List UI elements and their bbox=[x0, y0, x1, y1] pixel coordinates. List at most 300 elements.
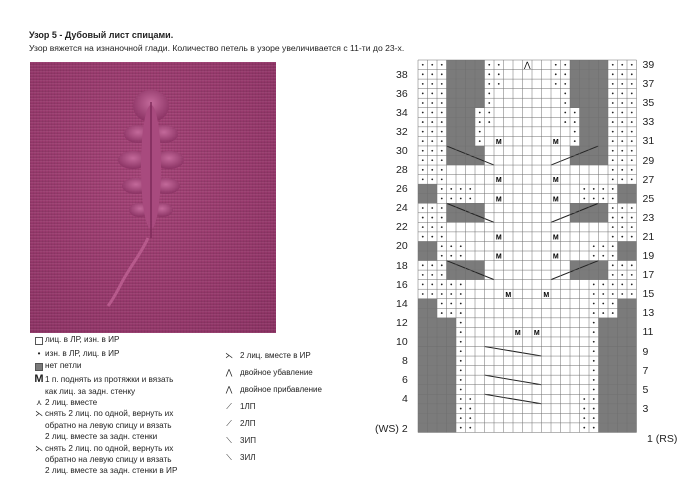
no-stitch-cell bbox=[428, 327, 438, 337]
no-stitch-cell bbox=[428, 394, 438, 404]
right-row-number: 37 bbox=[642, 78, 655, 91]
legend-right-text: 3ИЛ bbox=[240, 453, 256, 462]
no-stitch-cell bbox=[418, 356, 428, 366]
no-stitch-cell bbox=[447, 98, 457, 108]
purl-dot bbox=[612, 293, 614, 295]
purl-dot bbox=[422, 274, 424, 276]
purl-dot bbox=[621, 83, 623, 85]
left-row-number: 38 bbox=[396, 68, 408, 81]
purl-dot bbox=[450, 303, 452, 305]
purl-dot bbox=[612, 140, 614, 142]
legend-left-text: обратно на левую спицу и вязать bbox=[45, 455, 172, 465]
purl-dot bbox=[612, 93, 614, 95]
purl-dot bbox=[593, 389, 595, 391]
m-stitch-mark: M bbox=[552, 138, 559, 146]
purl-dot bbox=[460, 398, 462, 400]
purl-dot bbox=[612, 73, 614, 75]
legend-left-text: как лиц. за задн. стенку bbox=[45, 386, 136, 396]
purl-dot bbox=[431, 159, 433, 161]
no-stitch-cell bbox=[418, 184, 428, 194]
purl-dot bbox=[441, 198, 443, 200]
no-stitch-cell bbox=[418, 241, 428, 251]
pattern-description: Узор вяжется на изнаночной глади. Количество петель в узоре увеличивается с 11-ти до 23-х. bbox=[29, 43, 405, 53]
no-stitch-cell bbox=[608, 394, 618, 404]
purl-dot bbox=[450, 188, 452, 190]
purl-dot bbox=[555, 83, 557, 85]
double-decrease-mark: ⋀ bbox=[523, 60, 531, 70]
purl-dot bbox=[460, 312, 462, 314]
m-stitch-mark: M bbox=[514, 329, 521, 337]
no-stitch-cell bbox=[437, 366, 447, 376]
no-stitch-cell bbox=[627, 413, 637, 423]
legend-right-text: двойное прибавление bbox=[240, 385, 322, 394]
purl-dot bbox=[441, 236, 443, 238]
no-stitch-cell bbox=[456, 89, 466, 99]
no-stitch-cell bbox=[570, 89, 580, 99]
purl-dot bbox=[441, 102, 443, 104]
no-stitch-cell bbox=[599, 327, 609, 337]
no-stitch-cell bbox=[580, 117, 590, 127]
purl-dot bbox=[431, 140, 433, 142]
left-row-number: 34 bbox=[396, 106, 408, 119]
no-stitch-cell bbox=[599, 203, 609, 213]
cable-2lp-icon: ⟋ bbox=[226, 418, 232, 428]
purl-dot bbox=[631, 284, 633, 286]
no-stitch-cell bbox=[608, 375, 618, 385]
no-stitch-cell bbox=[428, 241, 438, 251]
purl-dot bbox=[583, 427, 585, 429]
no-stitch-cell bbox=[618, 318, 628, 328]
purl-dot bbox=[593, 398, 595, 400]
right-row-number: 9 bbox=[642, 345, 649, 358]
no-stitch-cell bbox=[418, 385, 428, 395]
no-stitch-cell bbox=[589, 108, 599, 118]
dot-icon: • bbox=[37, 349, 41, 359]
no-stitch-cell bbox=[618, 184, 628, 194]
no-stitch-cell bbox=[608, 385, 618, 395]
left-row-number: 4 bbox=[402, 393, 408, 406]
purl-dot bbox=[469, 198, 471, 200]
no-stitch-cell bbox=[475, 60, 485, 70]
purl-dot bbox=[479, 121, 481, 123]
no-stitch-cell bbox=[437, 327, 447, 337]
purl-dot bbox=[593, 417, 595, 419]
no-stitch-cell bbox=[599, 117, 609, 127]
purl-dot bbox=[583, 398, 585, 400]
purl-dot bbox=[441, 274, 443, 276]
purl-dot bbox=[621, 102, 623, 104]
purl-dot bbox=[469, 417, 471, 419]
purl-dot bbox=[612, 64, 614, 66]
no-stitch-cell bbox=[466, 60, 476, 70]
purl-dot bbox=[621, 226, 623, 228]
no-stitch-cell bbox=[599, 60, 609, 70]
purl-dot bbox=[555, 64, 557, 66]
purl-dot bbox=[441, 226, 443, 228]
purl-dot bbox=[441, 178, 443, 180]
no-stitch-cell bbox=[456, 60, 466, 70]
no-stitch-cell bbox=[627, 394, 637, 404]
purl-dot bbox=[469, 427, 471, 429]
no-stitch-cell bbox=[447, 70, 457, 80]
no-stitch-cell bbox=[447, 385, 457, 395]
legend-right-text: 2 лиц. вместе в ИР bbox=[240, 351, 311, 360]
no-stitch-cell bbox=[456, 117, 466, 127]
purl-dot bbox=[602, 245, 604, 247]
purl-dot bbox=[460, 360, 462, 362]
purl-dot bbox=[621, 293, 623, 295]
purl-dot bbox=[431, 112, 433, 114]
purl-dot bbox=[488, 64, 490, 66]
purl-dot bbox=[574, 131, 576, 133]
no-stitch-cell bbox=[580, 70, 590, 80]
no-stitch-cell bbox=[599, 337, 609, 347]
right-row-number: 5 bbox=[642, 383, 649, 396]
purl-dot bbox=[422, 112, 424, 114]
no-stitch-cell bbox=[627, 423, 637, 433]
legend-left-text: снять 2 лиц. по одной, вернуть их bbox=[45, 443, 174, 453]
purl-dot bbox=[488, 112, 490, 114]
purl-dot bbox=[602, 293, 604, 295]
ws-label: (WS) 2 bbox=[375, 423, 408, 435]
no-stitch-cell bbox=[589, 117, 599, 127]
no-stitch-cell bbox=[608, 337, 618, 347]
purl-dot bbox=[498, 83, 500, 85]
no-stitch-cell bbox=[599, 270, 609, 280]
purl-dot bbox=[431, 150, 433, 152]
no-stitch-cell bbox=[466, 108, 476, 118]
legend-right-text: 1ЛП bbox=[240, 402, 256, 411]
purl-dot bbox=[450, 293, 452, 295]
purl-dot bbox=[631, 112, 633, 114]
purl-dot bbox=[564, 102, 566, 104]
cable-1lp-icon: ⟋ bbox=[226, 401, 232, 411]
no-stitch-cell bbox=[428, 318, 438, 328]
purl-dot bbox=[631, 264, 633, 266]
purl-dot bbox=[621, 159, 623, 161]
no-stitch-cell bbox=[456, 98, 466, 108]
m-stitch-mark: M bbox=[495, 177, 502, 185]
purl-dot bbox=[631, 150, 633, 152]
no-stitch-cell bbox=[570, 98, 580, 108]
double-decrease-icon: ⋀ bbox=[225, 367, 233, 377]
purl-dot bbox=[593, 369, 595, 371]
no-stitch-cell bbox=[418, 404, 428, 414]
no-stitch-cell bbox=[627, 251, 637, 261]
no-stitch-cell bbox=[418, 194, 428, 204]
no-stitch-cell bbox=[466, 70, 476, 80]
purl-dot bbox=[422, 236, 424, 238]
no-stitch-cell bbox=[456, 127, 466, 137]
left-row-number: 30 bbox=[396, 144, 408, 157]
no-stitch-cell bbox=[418, 394, 428, 404]
no-stitch-cell bbox=[589, 79, 599, 89]
m-stitch-mark: M bbox=[495, 253, 502, 261]
m-stitch-mark: M bbox=[505, 291, 512, 299]
no-stitch-cell bbox=[618, 385, 628, 395]
no-stitch-cell bbox=[580, 89, 590, 99]
no-stitch-cell bbox=[475, 79, 485, 89]
no-stitch-cell bbox=[418, 423, 428, 433]
purl-dot bbox=[441, 73, 443, 75]
purl-dot bbox=[612, 303, 614, 305]
purl-dot bbox=[593, 341, 595, 343]
purl-dot bbox=[431, 274, 433, 276]
no-stitch-cell bbox=[437, 413, 447, 423]
no-stitch-cell bbox=[475, 261, 485, 271]
purl-dot bbox=[621, 264, 623, 266]
no-stitch-cell bbox=[428, 308, 438, 318]
legend-left-text: 2 лиц. вместе за задн. стенки в ИР bbox=[45, 466, 178, 476]
left-row-number: 24 bbox=[396, 202, 408, 215]
no-stitch-cell bbox=[589, 70, 599, 80]
no-stitch-cell bbox=[418, 347, 428, 357]
no-stitch-cell bbox=[618, 337, 628, 347]
k2tog-ws-icon: ⋋ bbox=[225, 350, 233, 360]
left-row-number: 8 bbox=[402, 355, 408, 368]
left-row-number: 18 bbox=[396, 259, 408, 272]
purl-dot bbox=[422, 64, 424, 66]
no-stitch-cell bbox=[580, 108, 590, 118]
purl-dot bbox=[593, 379, 595, 381]
no-stitch-cell bbox=[428, 366, 438, 376]
no-stitch-cell bbox=[437, 337, 447, 347]
no-stitch-cell bbox=[466, 117, 476, 127]
no-stitch-cell bbox=[466, 89, 476, 99]
left-row-number: 10 bbox=[396, 335, 408, 348]
purl-dot bbox=[631, 121, 633, 123]
no-stitch-cell bbox=[627, 241, 637, 251]
purl-dot bbox=[593, 284, 595, 286]
purl-dot bbox=[460, 188, 462, 190]
purl-dot bbox=[621, 284, 623, 286]
purl-dot bbox=[612, 150, 614, 152]
purl-dot bbox=[431, 93, 433, 95]
no-stitch-cell bbox=[447, 413, 457, 423]
no-stitch-cell bbox=[456, 136, 466, 146]
purl-dot bbox=[441, 217, 443, 219]
purl-dot bbox=[431, 64, 433, 66]
no-stitch-cell bbox=[466, 127, 476, 137]
m-stitch-mark: M bbox=[495, 196, 502, 204]
no-stitch-cell bbox=[466, 98, 476, 108]
left-row-number: 14 bbox=[396, 297, 408, 310]
right-row-number: 35 bbox=[642, 97, 655, 110]
no-stitch-cell bbox=[627, 194, 637, 204]
no-stitch-cell bbox=[447, 79, 457, 89]
no-stitch-cell bbox=[589, 127, 599, 137]
purl-dot bbox=[488, 102, 490, 104]
no-stitch-cell bbox=[618, 394, 628, 404]
purl-dot bbox=[602, 284, 604, 286]
no-stitch-cell bbox=[599, 375, 609, 385]
purl-dot bbox=[621, 236, 623, 238]
purl-dot bbox=[583, 408, 585, 410]
purl-dot bbox=[621, 140, 623, 142]
no-stitch-cell bbox=[447, 356, 457, 366]
purl-dot bbox=[479, 140, 481, 142]
legend-right-text: 3ИП bbox=[240, 436, 256, 445]
no-stitch-cell bbox=[428, 337, 438, 347]
purl-dot bbox=[460, 389, 462, 391]
purl-dot bbox=[602, 198, 604, 200]
legend-left-text: лиц. в ЛР, изн. в ИР bbox=[45, 335, 120, 344]
purl-dot bbox=[450, 255, 452, 257]
purl-dot bbox=[460, 255, 462, 257]
legend-left-text: нет петли bbox=[45, 360, 82, 370]
no-stitch-cell bbox=[599, 347, 609, 357]
purl-dot bbox=[498, 73, 500, 75]
no-stitch-cell bbox=[627, 299, 637, 309]
no-stitch-cell bbox=[589, 60, 599, 70]
purl-dot bbox=[612, 131, 614, 133]
no-stitch-cell bbox=[608, 327, 618, 337]
no-stitch-cell bbox=[418, 299, 428, 309]
purl-dot bbox=[564, 93, 566, 95]
purl-dot bbox=[621, 274, 623, 276]
purl-dot bbox=[621, 207, 623, 209]
no-stitch-cell bbox=[428, 347, 438, 357]
purl-dot bbox=[441, 159, 443, 161]
purl-dot bbox=[631, 159, 633, 161]
purl-dot bbox=[593, 427, 595, 429]
no-stitch-cell bbox=[437, 385, 447, 395]
purl-dot bbox=[612, 102, 614, 104]
no-stitch-cell bbox=[589, 98, 599, 108]
left-row-number: 26 bbox=[396, 183, 408, 196]
purl-dot bbox=[621, 169, 623, 171]
purl-dot bbox=[593, 408, 595, 410]
cable-3ip-icon: ⟍ bbox=[226, 435, 232, 445]
no-stitch-cell bbox=[580, 60, 590, 70]
right-row-number: 27 bbox=[642, 173, 655, 186]
purl-dot bbox=[631, 293, 633, 295]
purl-dot bbox=[612, 121, 614, 123]
no-stitch-cell bbox=[599, 213, 609, 223]
no-stitch-cell bbox=[428, 299, 438, 309]
no-stitch-cell bbox=[418, 318, 428, 328]
purl-dot bbox=[631, 93, 633, 95]
no-stitch-cell bbox=[589, 89, 599, 99]
no-stitch-cell bbox=[627, 337, 637, 347]
purl-dot bbox=[488, 83, 490, 85]
no-stitch-cell bbox=[608, 404, 618, 414]
purl-dot bbox=[460, 303, 462, 305]
legend-right-text: 2ЛП bbox=[240, 419, 256, 428]
no-stitch-cell bbox=[627, 327, 637, 337]
no-stitch-cell bbox=[608, 423, 618, 433]
no-stitch-cell bbox=[418, 327, 428, 337]
no-stitch-cell bbox=[599, 404, 609, 414]
purl-dot bbox=[441, 245, 443, 247]
purl-dot bbox=[593, 322, 595, 324]
purl-dot bbox=[602, 255, 604, 257]
purl-dot bbox=[460, 322, 462, 324]
purl-dot bbox=[450, 312, 452, 314]
no-stitch-cell bbox=[589, 213, 599, 223]
purl-dot bbox=[431, 284, 433, 286]
no-stitch-cell bbox=[475, 98, 485, 108]
purl-dot bbox=[460, 369, 462, 371]
no-stitch-cell bbox=[447, 423, 457, 433]
no-stitch-cell bbox=[618, 404, 628, 414]
purl-dot bbox=[422, 102, 424, 104]
right-row-number: 17 bbox=[642, 269, 655, 282]
legend-left-text: обратно на левую спицу и вязать bbox=[45, 420, 172, 430]
no-stitch-cell bbox=[599, 318, 609, 328]
no-stitch-cell bbox=[589, 156, 599, 166]
no-stitch-cell bbox=[580, 79, 590, 89]
no-stitch-cell bbox=[447, 318, 457, 328]
no-stitch-cell bbox=[618, 194, 628, 204]
no-stitch-cell bbox=[418, 251, 428, 261]
purl-dot bbox=[441, 169, 443, 171]
right-row-number: 19 bbox=[642, 250, 655, 262]
purl-dot bbox=[441, 150, 443, 152]
purl-dot bbox=[621, 64, 623, 66]
no-stitch-cell bbox=[618, 413, 628, 423]
purl-dot bbox=[564, 112, 566, 114]
no-stitch-cell bbox=[428, 184, 438, 194]
purl-dot bbox=[422, 226, 424, 228]
purl-dot bbox=[422, 217, 424, 219]
purl-dot bbox=[441, 207, 443, 209]
purl-dot bbox=[621, 131, 623, 133]
purl-dot bbox=[441, 93, 443, 95]
no-stitch-cell bbox=[418, 375, 428, 385]
purl-dot bbox=[564, 121, 566, 123]
no-stitch-cell bbox=[618, 423, 628, 433]
purl-dot bbox=[631, 83, 633, 85]
purl-dot bbox=[564, 83, 566, 85]
purl-dot bbox=[441, 112, 443, 114]
no-stitch-cell bbox=[599, 98, 609, 108]
no-stitch-cell bbox=[456, 108, 466, 118]
purl-dot bbox=[631, 207, 633, 209]
no-stitch-cell bbox=[447, 117, 457, 127]
no-stitch-cell bbox=[437, 394, 447, 404]
right-row-number: 25 bbox=[642, 192, 655, 205]
purl-dot bbox=[422, 264, 424, 266]
legend-left-text: изн. в ЛР, лиц. в ИР bbox=[45, 349, 120, 359]
no-stitch-cell bbox=[447, 108, 457, 118]
legend-left-text: 2 лиц. вместе за задн. стенки bbox=[45, 432, 158, 442]
purl-dot bbox=[422, 121, 424, 123]
purl-dot bbox=[593, 360, 595, 362]
m-stitch-mark: M bbox=[552, 234, 559, 242]
purl-dot bbox=[431, 131, 433, 133]
purl-dot bbox=[431, 226, 433, 228]
left-row-number: 16 bbox=[396, 278, 408, 291]
purl-dot bbox=[593, 312, 595, 314]
purl-dot bbox=[460, 198, 462, 200]
purl-dot bbox=[555, 73, 557, 75]
no-stitch-cell bbox=[418, 337, 428, 347]
purl-dot bbox=[422, 169, 424, 171]
purl-dot bbox=[612, 207, 614, 209]
purl-dot bbox=[583, 417, 585, 419]
no-stitch-cell bbox=[627, 308, 637, 318]
no-stitch-cell bbox=[589, 136, 599, 146]
purl-dot bbox=[431, 293, 433, 295]
legend-right-text: двойное убавление bbox=[240, 368, 313, 377]
no-stitch-cell bbox=[447, 347, 457, 357]
purl-dot bbox=[621, 178, 623, 180]
no-stitch-cell bbox=[580, 127, 590, 137]
no-stitch-cell bbox=[428, 413, 438, 423]
purl-dot bbox=[631, 217, 633, 219]
purl-dot bbox=[460, 417, 462, 419]
